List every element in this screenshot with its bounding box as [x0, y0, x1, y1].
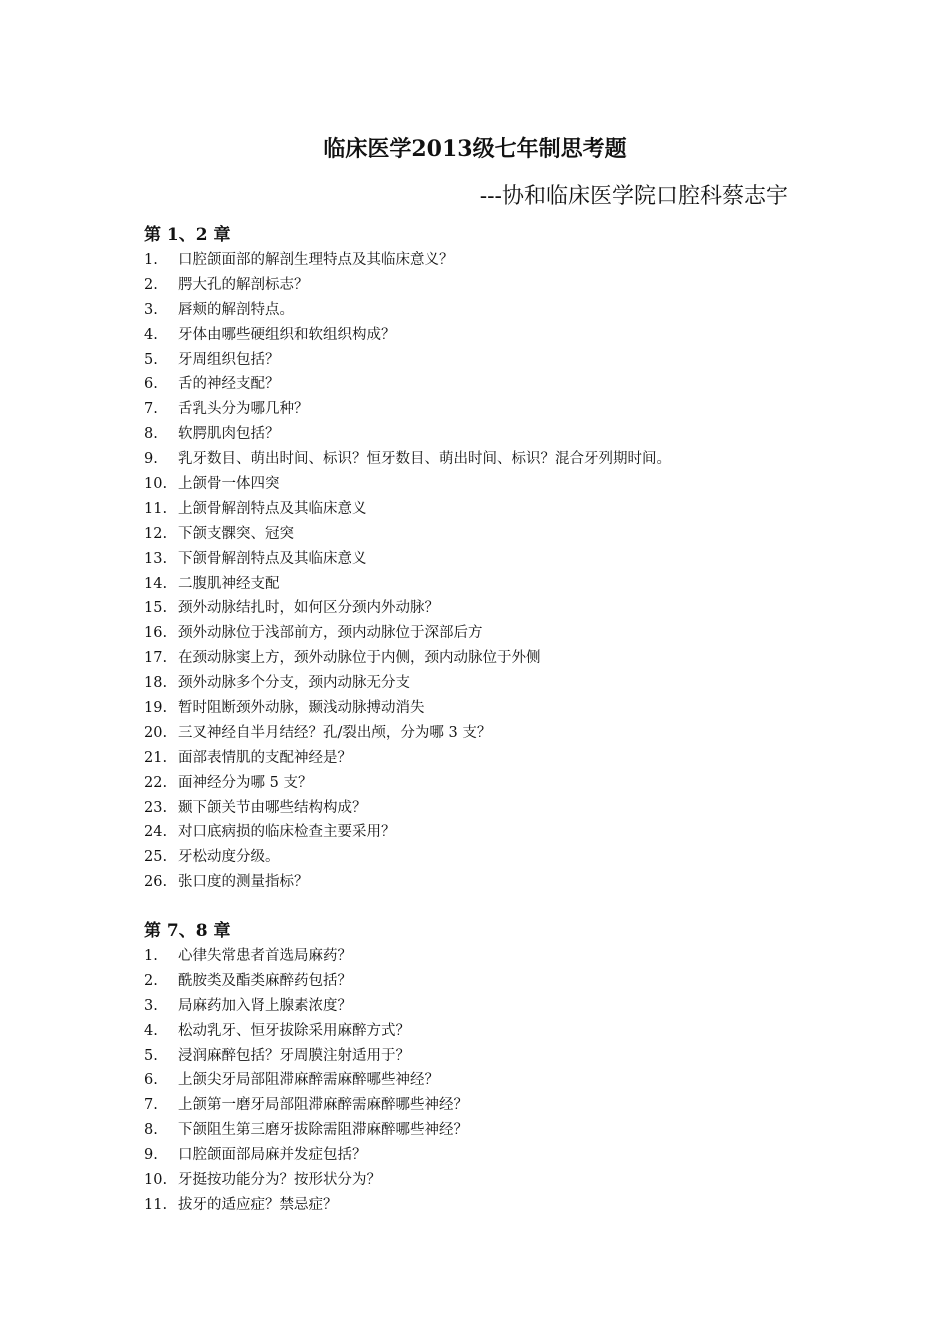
- question-number: 12.: [144, 525, 168, 542]
- question-number: 9.: [144, 451, 158, 468]
- question-item: [144, 323, 844, 348]
- question-item: [144, 845, 844, 870]
- question-text: 下颌骨解剖特点及其临床意义: [178, 550, 367, 567]
- question-text: 局麻药加入肾上腺素浓度？: [178, 997, 352, 1014]
- question-item: [144, 547, 844, 572]
- question-item: [144, 596, 844, 621]
- question-item: [144, 994, 844, 1019]
- question-text: 上颌骨一体四突: [178, 476, 280, 493]
- question-text: 对口底病损的临床检查主要采用？: [178, 824, 396, 841]
- question-number: 8.: [144, 426, 158, 443]
- section-heading: 第 1、2 章: [144, 225, 231, 245]
- question-number: 26.: [144, 874, 168, 891]
- question-number: 3.: [144, 301, 158, 318]
- question-item: [144, 1168, 844, 1193]
- question-text: 面神经分为哪 5 支？: [178, 774, 313, 791]
- question-number: 2.: [144, 276, 158, 293]
- question-text: 暂时阻断颈外动脉，颞浅动脉搏动消失: [178, 700, 425, 717]
- question-number: 10.: [144, 476, 168, 493]
- question-text: 松动乳牙、恒牙拔除采用麻醉方式？: [178, 1022, 410, 1039]
- question-text: 下颌阻生第三磨牙拔除需阻滞麻醉哪些神经？: [178, 1122, 468, 1139]
- question-item: [144, 969, 844, 994]
- question-number: 21.: [144, 749, 168, 766]
- question-number: 10.: [144, 1172, 168, 1189]
- question-number: 18.: [144, 675, 168, 692]
- question-item: [144, 298, 844, 323]
- question-text: 张口度的测量指标？: [178, 874, 309, 891]
- question-item: [144, 796, 844, 821]
- question-text: 上颌骨解剖特点及其临床意义: [178, 500, 367, 517]
- question-text: 心律失常患者首选局麻药？: [178, 948, 352, 964]
- question-number: 16.: [144, 625, 168, 642]
- question-list: [144, 248, 844, 895]
- question-item: [144, 397, 844, 422]
- question-text: 舌乳头分为哪几种？: [178, 401, 309, 418]
- question-item: [144, 1019, 844, 1044]
- question-item: [144, 1143, 844, 1168]
- question-number: 19.: [144, 700, 168, 717]
- question-text: 上颌尖牙局部阻滞麻醉需麻醉哪些神经？: [178, 1072, 439, 1089]
- question-item: [144, 944, 844, 969]
- question-item: [144, 721, 844, 746]
- question-number: 11.: [144, 500, 168, 517]
- question-item: [144, 1068, 844, 1093]
- question-item: [144, 1193, 844, 1218]
- section-heading: 第 7、8 章: [144, 921, 231, 941]
- question-text: 腭大孔的解剖标志？: [178, 276, 309, 293]
- question-text: 三叉神经自半月结经？孔/裂出颅，分为哪 3 支？: [178, 724, 492, 741]
- question-item: [144, 696, 844, 721]
- question-number: 7.: [144, 1097, 158, 1114]
- question-text: 浸润麻醉包括？牙周膜注射适用于？: [178, 1047, 410, 1064]
- question-text: 口腔颌面部局麻并发症包括？: [178, 1147, 367, 1164]
- question-number: 5.: [144, 1047, 158, 1064]
- question-text: 颈外动脉多个分支，颈内动脉无分支: [178, 675, 410, 692]
- question-item: [144, 646, 844, 671]
- question-item: [144, 422, 844, 447]
- question-text: 软腭肌肉包括？: [178, 426, 280, 443]
- question-number: 20.: [144, 724, 168, 741]
- question-item: [144, 472, 844, 497]
- question-item: [144, 447, 844, 472]
- question-number: 6.: [144, 1072, 158, 1089]
- question-text: 下颌支髁突、冠突: [178, 525, 294, 542]
- question-number: 5.: [144, 351, 158, 368]
- question-number: 7.: [144, 401, 158, 418]
- section-chapters-7-8: [144, 918, 844, 1218]
- question-item: [144, 522, 844, 547]
- question-text: 酰胺类及酯类麻醉药包括？: [178, 972, 352, 989]
- question-item: [144, 1118, 844, 1143]
- question-number: 2.: [144, 972, 158, 989]
- question-number: 17.: [144, 650, 168, 667]
- question-item: [144, 572, 844, 597]
- question-number: 4.: [144, 326, 158, 343]
- document-author-line: ---协和临床医学院口腔科蔡志宇: [479, 184, 788, 209]
- question-item: [144, 1044, 844, 1069]
- question-text: 牙周组织包括？: [178, 351, 280, 368]
- question-item: [144, 621, 844, 646]
- question-number: 24.: [144, 824, 168, 841]
- question-number: 14.: [144, 575, 168, 592]
- question-number: 13.: [144, 550, 168, 567]
- question-item: [144, 820, 844, 845]
- question-item: [144, 497, 844, 522]
- question-item: [144, 273, 844, 298]
- question-text: 颈外动脉位于浅部前方，颈内动脉位于深部后方: [178, 625, 483, 642]
- question-item: [144, 870, 844, 895]
- question-text: 拔牙的适应症？禁忌症？: [178, 1196, 338, 1213]
- question-number: 22.: [144, 774, 168, 791]
- question-item: [144, 348, 844, 373]
- question-text: 上颌第一磨牙局部阻滞麻醉需麻醉哪些神经？: [178, 1097, 468, 1114]
- question-text: 牙体由哪些硬组织和软组织构成？: [178, 326, 396, 343]
- question-number: 9.: [144, 1147, 158, 1164]
- question-number: 1.: [144, 252, 158, 268]
- question-item: [144, 1093, 844, 1118]
- question-item: [144, 671, 844, 696]
- question-text: 面部表情肌的支配神经是？: [178, 749, 352, 766]
- question-number: 8.: [144, 1122, 158, 1139]
- question-number: 1.: [144, 948, 158, 964]
- question-item: [144, 771, 844, 796]
- question-number: 15.: [144, 600, 168, 617]
- question-item: [144, 248, 844, 273]
- question-text: 口腔颌面部的解剖生理特点及其临床意义？: [178, 252, 454, 268]
- question-text: 乳牙数目、萌出时间、标识？恒牙数目、萌出时间、标识？混合牙列期时间。: [178, 451, 671, 468]
- question-text: 舌的神经支配？: [178, 376, 280, 393]
- question-text: 二腹肌神经支配: [178, 575, 280, 592]
- document-title: 临床医学2013级七年制思考题: [323, 136, 627, 162]
- question-number: 3.: [144, 997, 158, 1014]
- question-item: [144, 372, 844, 397]
- question-list: [144, 944, 844, 1218]
- question-number: 11.: [144, 1196, 168, 1213]
- question-number: 6.: [144, 376, 158, 393]
- question-text: 在颈动脉窦上方，颈外动脉位于内侧，颈内动脉位于外侧: [178, 650, 541, 667]
- question-text: 唇颊的解剖特点。: [178, 301, 294, 318]
- question-item: [144, 746, 844, 771]
- question-text: 颞下颌关节由哪些结构构成？: [178, 799, 367, 816]
- question-number: 23.: [144, 799, 168, 816]
- question-text: 牙松动度分级。: [178, 849, 280, 866]
- question-text: 牙挺按功能分为？按形状分为？: [178, 1172, 381, 1189]
- question-text: 颈外动脉结扎时，如何区分颈内外动脉？: [178, 600, 439, 617]
- section-chapters-1-2: [144, 222, 844, 895]
- question-number: 25.: [144, 849, 168, 866]
- question-number: 4.: [144, 1022, 158, 1039]
